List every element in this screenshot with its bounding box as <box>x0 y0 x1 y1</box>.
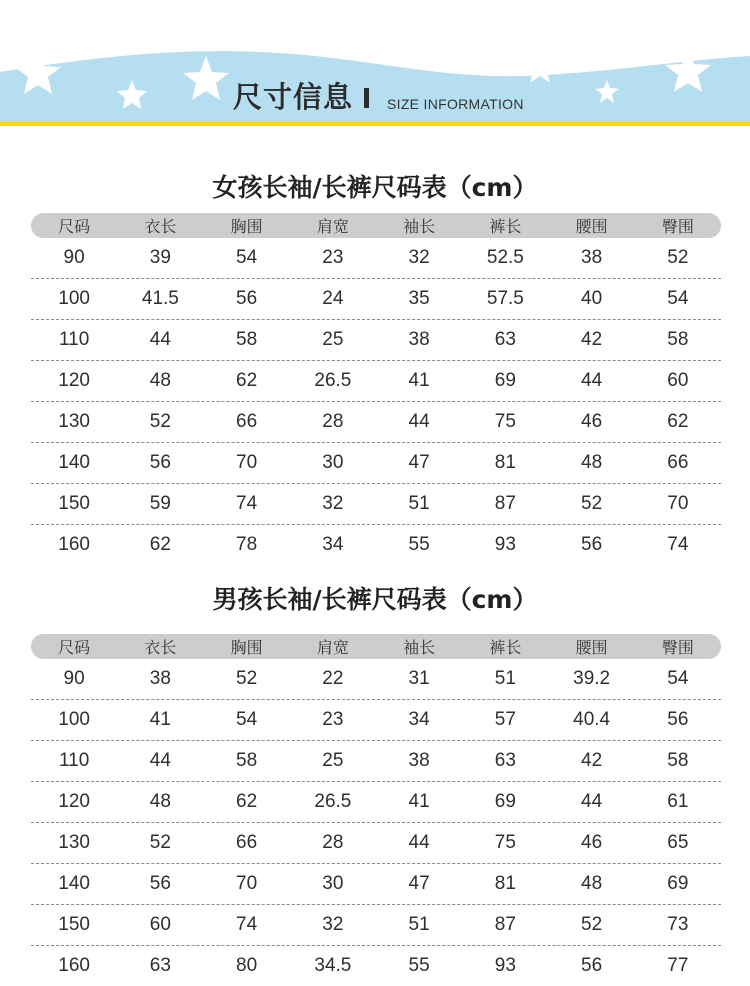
table-cell: 70 <box>236 452 258 473</box>
table-cell: 130 <box>58 411 90 432</box>
table-cell: 51 <box>408 914 430 935</box>
table-row <box>31 361 721 402</box>
column-header: 肩宽 <box>316 638 349 657</box>
table-cell: 56 <box>581 955 603 976</box>
table-cell: 38 <box>408 329 430 350</box>
table-cell: 23 <box>322 247 344 268</box>
table-body <box>31 238 721 565</box>
table-cell: 41 <box>408 370 430 391</box>
column-header: 尺码 <box>58 638 91 657</box>
table-cell: 52.5 <box>486 247 524 268</box>
table-cell: 38 <box>408 750 430 771</box>
boys-table-title: 男孩长袖/长裤尺码表（cm） <box>212 585 538 614</box>
table-row <box>31 320 721 361</box>
table-cell: 62 <box>149 534 171 555</box>
table-cell: 24 <box>322 288 344 309</box>
table-cell: 44 <box>408 832 430 853</box>
table-cell: 140 <box>58 452 90 473</box>
table-cell: 44 <box>149 329 171 350</box>
table-cell: 28 <box>322 411 344 432</box>
table-cell: 44 <box>581 370 603 391</box>
table-cell: 140 <box>58 873 90 894</box>
table-cell: 39 <box>149 247 171 268</box>
table-cell: 34 <box>408 709 430 730</box>
header-banner <box>0 0 750 128</box>
table-cell: 22 <box>322 668 344 689</box>
table-cell: 66 <box>667 452 689 473</box>
table-cell: 160 <box>58 955 90 976</box>
table-cell: 80 <box>236 955 258 976</box>
table-row <box>31 864 721 905</box>
table-cell: 48 <box>149 370 171 391</box>
table-cell: 56 <box>581 534 603 555</box>
table-row <box>31 823 721 864</box>
table-cell: 61 <box>667 791 689 812</box>
table-header <box>31 634 721 659</box>
table-cell: 54 <box>236 247 258 268</box>
table-cell: 40 <box>581 288 603 309</box>
table-cell: 58 <box>236 750 258 771</box>
page-subtitle: SIZE INFORMATION <box>387 96 524 112</box>
table-cell: 55 <box>408 534 430 555</box>
table-cell: 54 <box>667 668 689 689</box>
table-cell: 48 <box>149 791 171 812</box>
table-cell: 31 <box>408 668 430 689</box>
column-header: 袖长 <box>403 638 436 657</box>
table-cell: 52 <box>581 493 603 514</box>
table-cell: 62 <box>236 791 258 812</box>
column-header: 胸围 <box>230 638 263 657</box>
table-cell: 81 <box>494 873 516 894</box>
table-cell: 51 <box>494 668 516 689</box>
table-cell: 54 <box>236 709 258 730</box>
table-cell: 78 <box>236 534 258 555</box>
table-cell: 40.4 <box>573 709 611 730</box>
table-cell: 93 <box>494 955 516 976</box>
table-cell: 57.5 <box>486 288 524 309</box>
table-body <box>31 659 721 986</box>
table-row <box>31 782 721 823</box>
title-divider <box>364 88 369 108</box>
column-header: 胸围 <box>230 217 263 236</box>
table-row <box>31 402 721 443</box>
table-row <box>31 659 721 700</box>
table-cell: 59 <box>149 493 171 514</box>
table-cell: 63 <box>494 750 516 771</box>
table-cell: 44 <box>149 750 171 771</box>
boys-size-table <box>31 634 721 986</box>
table-cell: 55 <box>408 955 430 976</box>
table-cell: 74 <box>236 493 258 514</box>
table-cell: 120 <box>58 370 90 391</box>
table-cell: 120 <box>58 791 90 812</box>
table-cell: 32 <box>322 493 344 514</box>
table-cell: 44 <box>581 791 603 812</box>
table-cell: 35 <box>408 288 430 309</box>
table-cell: 100 <box>58 709 90 730</box>
table-cell: 47 <box>408 452 430 473</box>
table-cell: 62 <box>667 411 689 432</box>
table-cell: 100 <box>58 288 90 309</box>
table-row <box>31 238 721 279</box>
table-cell: 93 <box>494 534 516 555</box>
table-cell: 32 <box>408 247 430 268</box>
table-cell: 39.2 <box>573 668 611 689</box>
table-cell: 26.5 <box>314 791 352 812</box>
table-cell: 77 <box>667 955 689 976</box>
table-cell: 81 <box>494 452 516 473</box>
column-header: 衣长 <box>144 217 177 236</box>
table-cell: 87 <box>494 493 516 514</box>
table-cell: 47 <box>408 873 430 894</box>
table-cell: 44 <box>408 411 430 432</box>
table-cell: 56 <box>236 288 258 309</box>
table-cell: 52 <box>236 668 258 689</box>
table-row <box>31 700 721 741</box>
table-cell: 75 <box>494 832 516 853</box>
table-cell: 48 <box>581 452 603 473</box>
table-cell: 58 <box>667 329 689 350</box>
table-cell: 56 <box>149 452 171 473</box>
column-header: 尺码 <box>58 217 91 236</box>
table-cell: 66 <box>236 411 258 432</box>
table-cell: 62 <box>236 370 258 391</box>
table-cell: 34.5 <box>314 955 352 976</box>
table-cell: 69 <box>494 791 516 812</box>
table-cell: 48 <box>581 873 603 894</box>
table-row <box>31 946 721 986</box>
table-row <box>31 443 721 484</box>
table-cell: 150 <box>58 493 90 514</box>
table-cell: 66 <box>236 832 258 853</box>
table-cell: 57 <box>494 709 516 730</box>
table-cell: 60 <box>667 370 689 391</box>
table-cell: 52 <box>581 914 603 935</box>
table-cell: 30 <box>322 873 344 894</box>
column-header: 裤长 <box>489 638 522 657</box>
banner-decoration <box>0 0 750 128</box>
table-row <box>31 484 721 525</box>
table-cell: 52 <box>149 411 171 432</box>
table-cell: 63 <box>494 329 516 350</box>
table-cell: 69 <box>667 873 689 894</box>
table-cell: 70 <box>667 493 689 514</box>
table-cell: 25 <box>322 750 344 771</box>
girls-size-table <box>31 213 721 565</box>
table-cell: 74 <box>236 914 258 935</box>
table-cell: 46 <box>581 411 603 432</box>
table-cell: 26.5 <box>314 370 352 391</box>
table-cell: 74 <box>667 534 689 555</box>
table-cell: 69 <box>494 370 516 391</box>
column-header: 腰围 <box>575 638 608 657</box>
table-cell: 41.5 <box>141 288 179 309</box>
table-cell: 30 <box>322 452 344 473</box>
column-header: 肩宽 <box>316 217 349 236</box>
table-cell: 130 <box>58 832 90 853</box>
table-cell: 110 <box>58 750 90 771</box>
table-cell: 42 <box>581 329 603 350</box>
table-cell: 38 <box>581 247 603 268</box>
table-cell: 52 <box>667 247 689 268</box>
table-cell: 38 <box>149 668 171 689</box>
table-row <box>31 279 721 320</box>
table-cell: 65 <box>667 832 689 853</box>
page-title: 尺寸信息 <box>233 80 354 114</box>
column-header: 臀围 <box>661 638 694 657</box>
table-cell: 34 <box>322 534 344 555</box>
table-cell: 87 <box>494 914 516 935</box>
table-cell: 25 <box>322 329 344 350</box>
table-cell: 73 <box>667 914 689 935</box>
column-header: 裤长 <box>489 217 522 236</box>
table-cell: 160 <box>58 534 90 555</box>
table-cell: 41 <box>149 709 171 730</box>
table-cell: 63 <box>149 955 171 976</box>
table-cell: 41 <box>408 791 430 812</box>
table-cell: 51 <box>408 493 430 514</box>
table-cell: 75 <box>494 411 516 432</box>
table-cell: 90 <box>63 247 85 268</box>
table-cell: 58 <box>236 329 258 350</box>
table-row <box>31 741 721 782</box>
table-cell: 42 <box>581 750 603 771</box>
table-cell: 60 <box>149 914 171 935</box>
table-row <box>31 905 721 946</box>
table-cell: 56 <box>149 873 171 894</box>
table-row <box>31 525 721 565</box>
table-cell: 70 <box>236 873 258 894</box>
table-cell: 32 <box>322 914 344 935</box>
table-cell: 110 <box>58 329 90 350</box>
table-cell: 56 <box>667 709 689 730</box>
table-cell: 54 <box>667 288 689 309</box>
column-header: 衣长 <box>144 638 177 657</box>
column-header: 腰围 <box>575 217 608 236</box>
table-cell: 52 <box>149 832 171 853</box>
table-header <box>31 213 721 238</box>
table-cell: 58 <box>667 750 689 771</box>
column-header: 袖长 <box>403 217 436 236</box>
table-cell: 150 <box>58 914 90 935</box>
girls-table-title: 女孩长袖/长裤尺码表（cm） <box>212 173 538 202</box>
table-cell: 90 <box>63 668 85 689</box>
table-cell: 23 <box>322 709 344 730</box>
table-cell: 46 <box>581 832 603 853</box>
table-cell: 28 <box>322 832 344 853</box>
column-header: 臀围 <box>661 217 694 236</box>
